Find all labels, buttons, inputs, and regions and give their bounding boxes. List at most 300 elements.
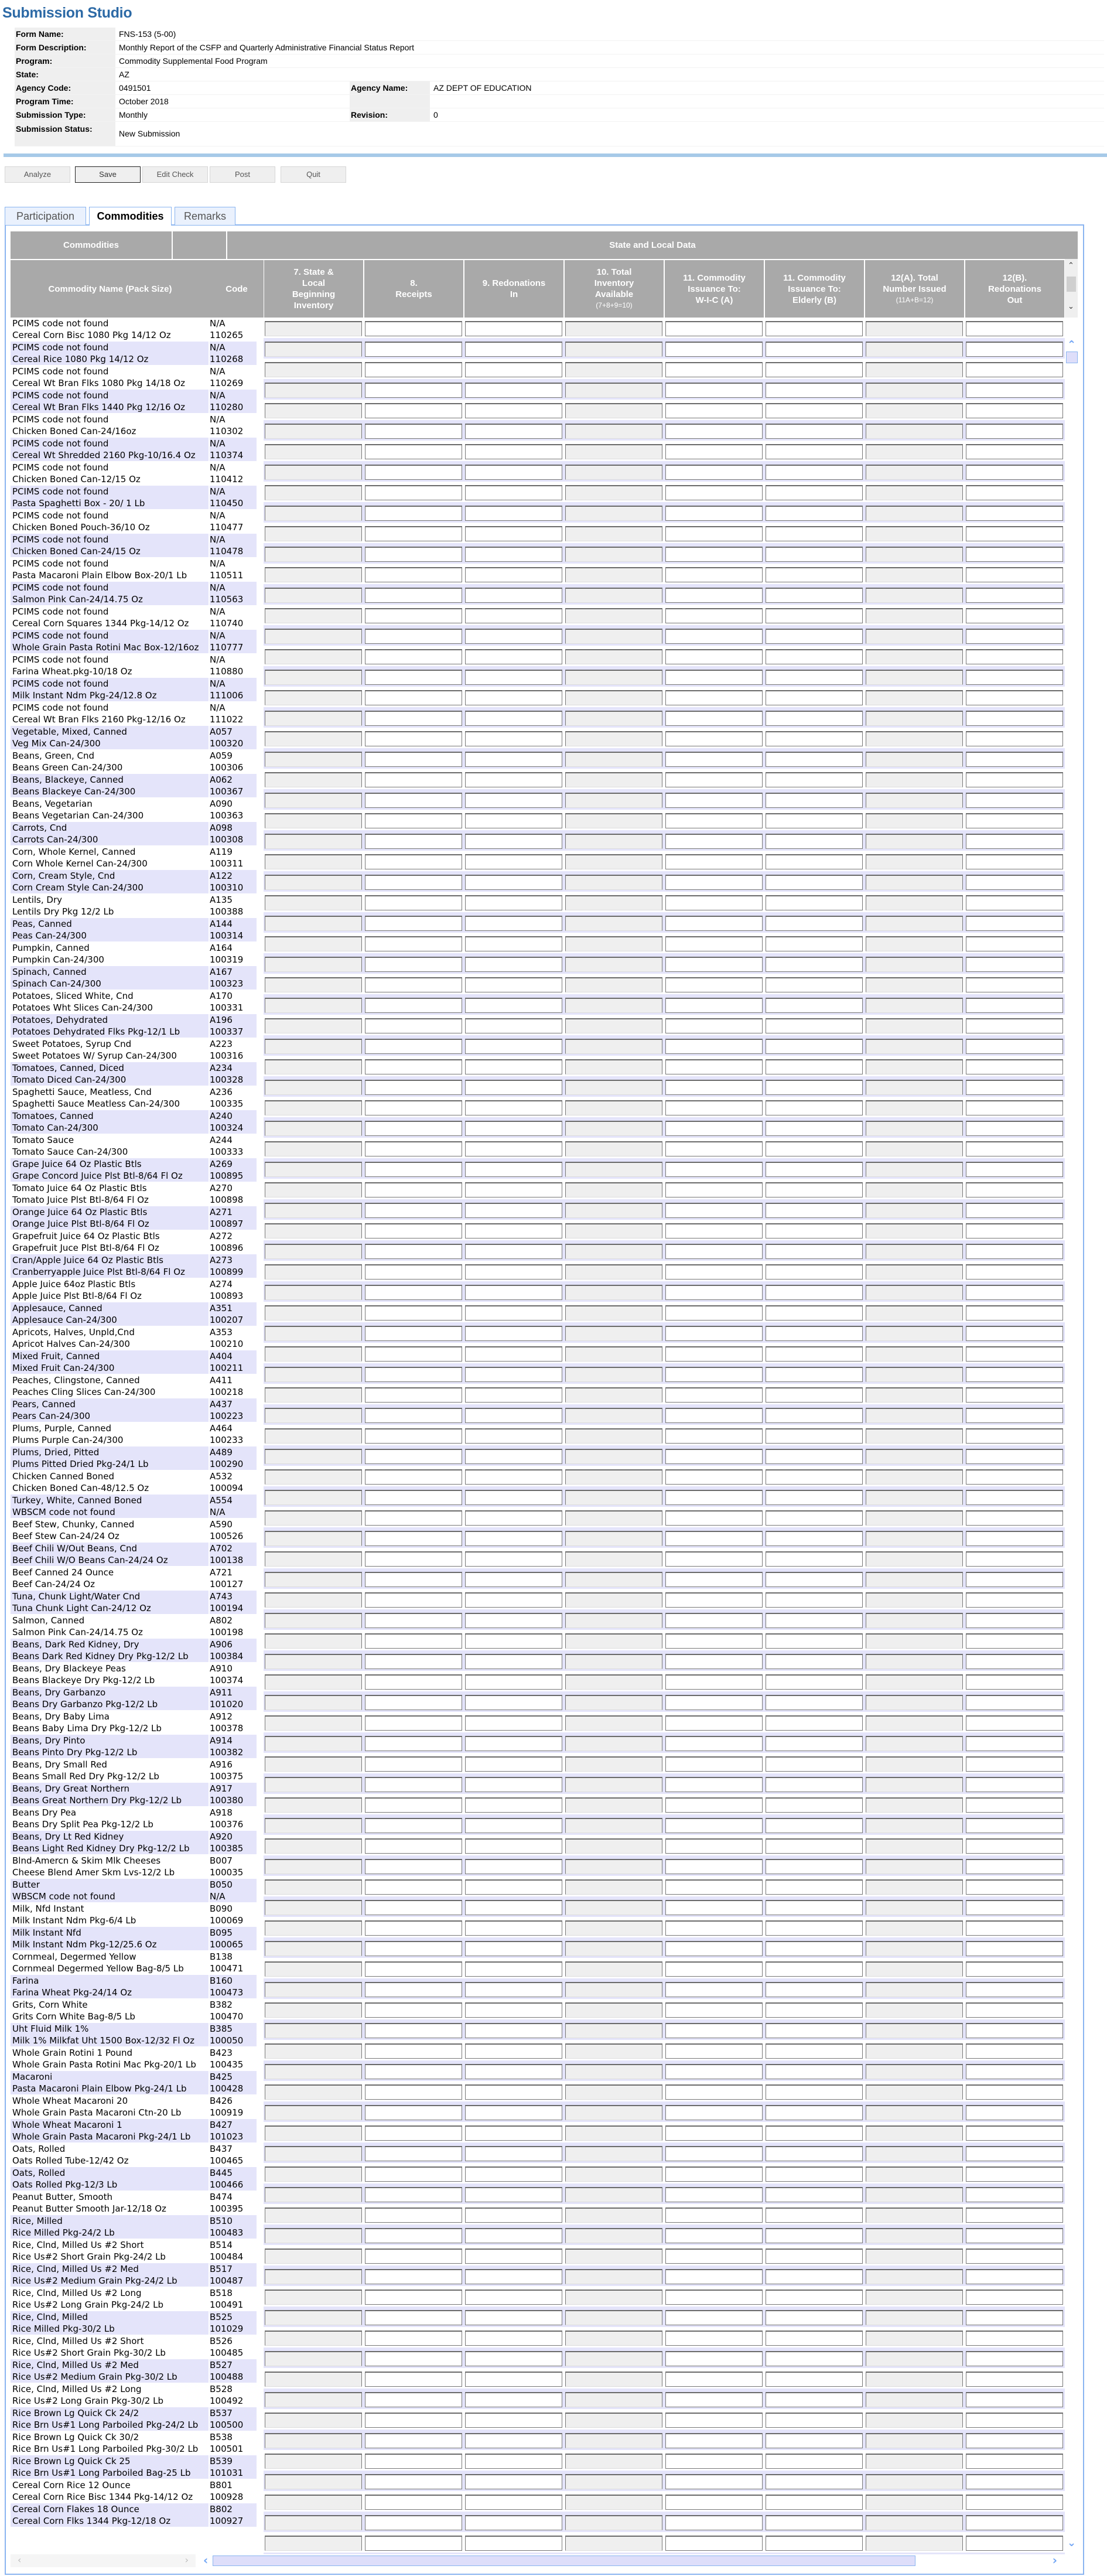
receipts-input[interactable]: [365, 1551, 462, 1567]
redonations-out-input[interactable]: [966, 957, 1063, 972]
receipts-input[interactable]: [365, 1039, 462, 1054]
receipts-input[interactable]: [365, 752, 462, 767]
issuance-elderly-input[interactable]: [766, 1592, 863, 1608]
issuance-elderly-input[interactable]: [766, 813, 863, 828]
issuance-wic-input[interactable]: [665, 2351, 763, 2366]
redonations-in-input[interactable]: [465, 854, 562, 869]
redonations-out-input[interactable]: [966, 1756, 1063, 1772]
issuance-wic-input[interactable]: [665, 1018, 763, 1033]
redonations-out-input[interactable]: [966, 403, 1063, 418]
issuance-elderly-input[interactable]: [766, 1633, 863, 1649]
issuance-wic-input[interactable]: [665, 1654, 763, 1669]
issuance-wic-input[interactable]: [665, 2454, 763, 2469]
redonations-in-input[interactable]: [465, 1121, 562, 1136]
issuance-wic-input[interactable]: [665, 1859, 763, 1874]
receipts-input[interactable]: [365, 1695, 462, 1710]
redonations-out-input[interactable]: [966, 506, 1063, 521]
tab-remarks[interactable]: Remarks: [175, 207, 235, 225]
redonations-in-input[interactable]: [465, 1756, 562, 1772]
issuance-elderly-input[interactable]: [766, 2351, 863, 2366]
redonations-in-input[interactable]: [465, 998, 562, 1013]
issuance-elderly-input[interactable]: [766, 588, 863, 603]
redonations-out-input[interactable]: [966, 342, 1063, 357]
issuance-elderly-input[interactable]: [766, 1715, 863, 1731]
redonations-out-input[interactable]: [966, 2515, 1063, 2530]
grid-hscroll-thumb[interactable]: [213, 2555, 915, 2566]
scroll-up-icon[interactable]: ⌃: [1068, 261, 1074, 270]
redonations-in-input[interactable]: [465, 1428, 562, 1444]
grid-scroll-left-icon[interactable]: ‹: [203, 2553, 209, 2567]
redonations-out-input[interactable]: [966, 1736, 1063, 1751]
redonations-in-input[interactable]: [465, 2187, 562, 2202]
redonations-out-input[interactable]: [966, 2351, 1063, 2366]
receipts-input[interactable]: [365, 1121, 462, 1136]
receipts-input[interactable]: [365, 1080, 462, 1095]
receipts-input[interactable]: [365, 1531, 462, 1546]
redonations-out-input[interactable]: [966, 690, 1063, 705]
redonations-in-input[interactable]: [465, 1592, 562, 1608]
tab-participation[interactable]: Participation: [5, 207, 86, 225]
issuance-elderly-input[interactable]: [766, 1203, 863, 1218]
redonations-in-input[interactable]: [465, 793, 562, 808]
issuance-elderly-input[interactable]: [766, 1777, 863, 1792]
redonations-in-input[interactable]: [465, 1018, 562, 1033]
receipts-input[interactable]: [365, 895, 462, 910]
redonations-out-input[interactable]: [966, 2207, 1063, 2223]
redonations-out-input[interactable]: [966, 444, 1063, 459]
redonations-out-input[interactable]: [966, 1941, 1063, 1956]
redonations-in-input[interactable]: [465, 895, 562, 910]
issuance-elderly-input[interactable]: [766, 2187, 863, 2202]
issuance-elderly-input[interactable]: [766, 1182, 863, 1197]
redonations-out-input[interactable]: [966, 2310, 1063, 2325]
issuance-wic-input[interactable]: [665, 711, 763, 726]
redonations-out-input[interactable]: [966, 383, 1063, 398]
receipts-input[interactable]: [365, 1736, 462, 1751]
issuance-wic-input[interactable]: [665, 1715, 763, 1731]
issuance-elderly-input[interactable]: [766, 772, 863, 787]
issuance-wic-input[interactable]: [665, 2536, 763, 2551]
issuance-wic-input[interactable]: [665, 854, 763, 869]
redonations-in-input[interactable]: [465, 1285, 562, 1300]
redonations-out-input[interactable]: [966, 649, 1063, 664]
receipts-input[interactable]: [365, 588, 462, 603]
receipts-input[interactable]: [365, 1469, 462, 1485]
issuance-wic-input[interactable]: [665, 1305, 763, 1321]
receipts-input[interactable]: [365, 465, 462, 480]
issuance-wic-input[interactable]: [665, 2084, 763, 2100]
redonations-in-input[interactable]: [465, 2454, 562, 2469]
receipts-input[interactable]: [365, 2290, 462, 2305]
issuance-wic-input[interactable]: [665, 2043, 763, 2059]
issuance-elderly-input[interactable]: [766, 1223, 863, 1238]
redonations-in-input[interactable]: [465, 1572, 562, 1587]
issuance-wic-input[interactable]: [665, 1736, 763, 1751]
issuance-elderly-input[interactable]: [766, 2433, 863, 2448]
redonations-out-input[interactable]: [966, 1305, 1063, 1321]
receipts-input[interactable]: [365, 875, 462, 890]
redonations-in-input[interactable]: [465, 1838, 562, 1854]
redonations-out-input[interactable]: [966, 1223, 1063, 1238]
issuance-wic-input[interactable]: [665, 2290, 763, 2305]
issuance-elderly-input[interactable]: [766, 834, 863, 849]
issuance-elderly-input[interactable]: [766, 321, 863, 336]
issuance-elderly-input[interactable]: [766, 1613, 863, 1628]
receipts-input[interactable]: [365, 1920, 462, 1936]
issuance-elderly-input[interactable]: [766, 2310, 863, 2325]
issuance-elderly-input[interactable]: [766, 506, 863, 521]
issuance-wic-input[interactable]: [665, 2249, 763, 2264]
redonations-in-input[interactable]: [465, 2105, 562, 2120]
issuance-elderly-input[interactable]: [766, 998, 863, 1013]
issuance-elderly-input[interactable]: [766, 2413, 863, 2428]
issuance-wic-input[interactable]: [665, 1367, 763, 1382]
receipts-input[interactable]: [365, 362, 462, 377]
issuance-wic-input[interactable]: [665, 526, 763, 541]
receipts-input[interactable]: [365, 649, 462, 664]
issuance-elderly-input[interactable]: [766, 526, 863, 541]
redonations-out-input[interactable]: [966, 547, 1063, 562]
issuance-elderly-input[interactable]: [766, 1838, 863, 1854]
issuance-elderly-input[interactable]: [766, 1654, 863, 1669]
redonations-in-input[interactable]: [465, 1818, 562, 1833]
redonations-in-input[interactable]: [465, 1305, 562, 1321]
issuance-elderly-input[interactable]: [766, 1961, 863, 1977]
issuance-elderly-input[interactable]: [766, 1756, 863, 1772]
receipts-input[interactable]: [365, 629, 462, 644]
receipts-input[interactable]: [365, 1941, 462, 1956]
redonations-out-input[interactable]: [966, 1346, 1063, 1362]
receipts-input[interactable]: [365, 383, 462, 398]
scroll-left-icon[interactable]: ‹: [18, 2554, 22, 2565]
issuance-elderly-input[interactable]: [766, 2146, 863, 2161]
issuance-elderly-input[interactable]: [766, 485, 863, 500]
redonations-out-input[interactable]: [966, 1879, 1063, 1895]
issuance-wic-input[interactable]: [665, 670, 763, 685]
issuance-wic-input[interactable]: [665, 2331, 763, 2346]
issuance-wic-input[interactable]: [665, 1695, 763, 1710]
receipts-input[interactable]: [365, 2105, 462, 2120]
receipts-input[interactable]: [365, 1059, 462, 1074]
redonations-out-input[interactable]: [966, 1387, 1063, 1403]
redonations-in-input[interactable]: [465, 2495, 562, 2510]
redonations-out-input[interactable]: [966, 1920, 1063, 1936]
issuance-elderly-input[interactable]: [766, 957, 863, 972]
redonations-out-input[interactable]: [966, 2474, 1063, 2489]
redonations-out-input[interactable]: [966, 1818, 1063, 1833]
issuance-elderly-input[interactable]: [766, 1367, 863, 1382]
issuance-wic-input[interactable]: [665, 1039, 763, 1054]
issuance-wic-input[interactable]: [665, 2166, 763, 2182]
redonations-out-input[interactable]: [966, 1285, 1063, 1300]
issuance-elderly-input[interactable]: [766, 424, 863, 439]
issuance-wic-input[interactable]: [665, 2310, 763, 2325]
issuance-elderly-input[interactable]: [766, 444, 863, 459]
issuance-elderly-input[interactable]: [766, 1039, 863, 1054]
redonations-out-input[interactable]: [966, 1510, 1063, 1526]
issuance-elderly-input[interactable]: [766, 1941, 863, 1956]
redonations-out-input[interactable]: [966, 2166, 1063, 2182]
issuance-wic-input[interactable]: [665, 2392, 763, 2407]
redonations-out-input[interactable]: [966, 1100, 1063, 1115]
redonations-out-input[interactable]: [966, 1961, 1063, 1977]
redonations-in-input[interactable]: [465, 1613, 562, 1628]
receipts-input[interactable]: [365, 424, 462, 439]
redonations-out-input[interactable]: [966, 567, 1063, 582]
receipts-input[interactable]: [365, 2495, 462, 2510]
redonations-out-input[interactable]: [966, 2413, 1063, 2428]
redonations-in-input[interactable]: [465, 342, 562, 357]
redonations-in-input[interactable]: [465, 1510, 562, 1526]
issuance-wic-input[interactable]: [665, 1346, 763, 1362]
redonations-in-input[interactable]: [465, 1039, 562, 1054]
receipts-input[interactable]: [365, 1408, 462, 1423]
issuance-elderly-input[interactable]: [766, 1100, 863, 1115]
redonations-out-input[interactable]: [966, 1674, 1063, 1690]
redonations-in-input[interactable]: [465, 1633, 562, 1649]
issuance-elderly-input[interactable]: [766, 752, 863, 767]
redonations-in-input[interactable]: [465, 1859, 562, 1874]
issuance-wic-input[interactable]: [665, 588, 763, 603]
redonations-in-input[interactable]: [465, 1654, 562, 1669]
redonations-out-input[interactable]: [966, 813, 1063, 828]
issuance-elderly-input[interactable]: [766, 1449, 863, 1464]
scroll-thumb[interactable]: [1067, 277, 1076, 292]
redonations-in-input[interactable]: [465, 403, 562, 418]
receipts-input[interactable]: [365, 2474, 462, 2489]
issuance-elderly-input[interactable]: [766, 2372, 863, 2387]
redonations-in-input[interactable]: [465, 1223, 562, 1238]
receipts-input[interactable]: [365, 1100, 462, 1115]
receipts-input[interactable]: [365, 1367, 462, 1382]
issuance-wic-input[interactable]: [665, 1674, 763, 1690]
issuance-elderly-input[interactable]: [766, 1141, 863, 1156]
receipts-input[interactable]: [365, 608, 462, 623]
issuance-wic-input[interactable]: [665, 1408, 763, 1423]
redonations-out-input[interactable]: [966, 1264, 1063, 1280]
redonations-out-input[interactable]: [966, 526, 1063, 541]
redonations-out-input[interactable]: [966, 1244, 1063, 1259]
redonations-in-input[interactable]: [465, 1264, 562, 1280]
redonations-out-input[interactable]: [966, 2187, 1063, 2202]
redonations-in-input[interactable]: [465, 1080, 562, 1095]
receipts-input[interactable]: [365, 1654, 462, 1669]
redonations-out-input[interactable]: [966, 1203, 1063, 1218]
redonations-out-input[interactable]: [966, 1695, 1063, 1710]
redonations-out-input[interactable]: [966, 1777, 1063, 1792]
redonations-out-input[interactable]: [966, 1469, 1063, 1485]
receipts-input[interactable]: [365, 1244, 462, 1259]
redonations-in-input[interactable]: [465, 1100, 562, 1115]
redonations-out-input[interactable]: [966, 895, 1063, 910]
redonations-in-input[interactable]: [465, 1244, 562, 1259]
redonations-in-input[interactable]: [465, 444, 562, 459]
issuance-wic-input[interactable]: [665, 977, 763, 992]
redonations-in-input[interactable]: [465, 1408, 562, 1423]
issuance-elderly-input[interactable]: [766, 1305, 863, 1321]
redonations-out-input[interactable]: [966, 321, 1063, 336]
issuance-wic-input[interactable]: [665, 1551, 763, 1567]
redonations-in-input[interactable]: [465, 2064, 562, 2079]
redonations-out-input[interactable]: [966, 1039, 1063, 1054]
issuance-wic-input[interactable]: [665, 1510, 763, 1526]
redonations-out-input[interactable]: [966, 1531, 1063, 1546]
receipts-input[interactable]: [365, 936, 462, 951]
receipts-input[interactable]: [365, 1490, 462, 1505]
issuance-wic-input[interactable]: [665, 1449, 763, 1464]
redonations-in-input[interactable]: [465, 875, 562, 890]
redonations-out-input[interactable]: [966, 1018, 1063, 1033]
issuance-wic-input[interactable]: [665, 2105, 763, 2120]
issuance-elderly-input[interactable]: [766, 2454, 863, 2469]
redonations-out-input[interactable]: [966, 2023, 1063, 2038]
redonations-in-input[interactable]: [465, 1326, 562, 1341]
issuance-elderly-input[interactable]: [766, 1264, 863, 1280]
redonations-out-input[interactable]: [966, 1449, 1063, 1464]
issuance-wic-input[interactable]: [665, 1572, 763, 1587]
receipts-input[interactable]: [365, 957, 462, 972]
receipts-input[interactable]: [365, 1264, 462, 1280]
receipts-input[interactable]: [365, 2146, 462, 2161]
issuance-elderly-input[interactable]: [766, 1428, 863, 1444]
issuance-wic-input[interactable]: [665, 1818, 763, 1833]
receipts-input[interactable]: [365, 854, 462, 869]
receipts-input[interactable]: [365, 1982, 462, 1997]
analyze-button[interactable]: Analyze: [5, 166, 70, 183]
issuance-elderly-input[interactable]: [766, 1387, 863, 1403]
receipts-input[interactable]: [365, 1141, 462, 1156]
receipts-input[interactable]: [365, 1018, 462, 1033]
receipts-input[interactable]: [365, 1203, 462, 1218]
issuance-elderly-input[interactable]: [766, 2249, 863, 2264]
post-button[interactable]: Post: [210, 166, 275, 183]
redonations-in-input[interactable]: [465, 1879, 562, 1895]
issuance-elderly-input[interactable]: [766, 1695, 863, 1710]
redonations-out-input[interactable]: [966, 2105, 1063, 2120]
issuance-wic-input[interactable]: [665, 2413, 763, 2428]
issuance-elderly-input[interactable]: [766, 1818, 863, 1833]
save-button[interactable]: Save: [75, 166, 141, 183]
issuance-wic-input[interactable]: [665, 1080, 763, 1095]
redonations-in-input[interactable]: [465, 2146, 562, 2161]
receipts-input[interactable]: [365, 444, 462, 459]
redonations-out-input[interactable]: [966, 670, 1063, 685]
receipts-input[interactable]: [365, 977, 462, 992]
redonations-in-input[interactable]: [465, 690, 562, 705]
issuance-wic-input[interactable]: [665, 362, 763, 377]
redonations-out-input[interactable]: [966, 2433, 1063, 2448]
redonations-in-input[interactable]: [465, 649, 562, 664]
redonations-in-input[interactable]: [465, 2043, 562, 2059]
issuance-wic-input[interactable]: [665, 1982, 763, 1997]
issuance-elderly-input[interactable]: [766, 1408, 863, 1423]
issuance-wic-input[interactable]: [665, 1162, 763, 1177]
redonations-in-input[interactable]: [465, 2413, 562, 2428]
redonations-out-input[interactable]: [966, 1592, 1063, 1608]
issuance-wic-input[interactable]: [665, 1961, 763, 1977]
receipts-input[interactable]: [365, 1346, 462, 1362]
redonations-in-input[interactable]: [465, 1387, 562, 1403]
issuance-elderly-input[interactable]: [766, 1469, 863, 1485]
issuance-elderly-input[interactable]: [766, 1059, 863, 1074]
redonations-out-input[interactable]: [966, 1551, 1063, 1567]
receipts-input[interactable]: [365, 1285, 462, 1300]
receipts-input[interactable]: [365, 2064, 462, 2079]
redonations-in-input[interactable]: [465, 916, 562, 931]
tab-commodities[interactable]: Commodities: [89, 207, 172, 226]
issuance-wic-input[interactable]: [665, 608, 763, 623]
issuance-wic-input[interactable]: [665, 2125, 763, 2141]
redonations-in-input[interactable]: [465, 957, 562, 972]
redonations-out-input[interactable]: [966, 1141, 1063, 1156]
issuance-wic-input[interactable]: [665, 649, 763, 664]
redonations-out-input[interactable]: [966, 834, 1063, 849]
redonations-in-input[interactable]: [465, 1141, 562, 1156]
issuance-wic-input[interactable]: [665, 465, 763, 480]
issuance-elderly-input[interactable]: [766, 608, 863, 623]
issuance-wic-input[interactable]: [665, 2474, 763, 2489]
receipts-input[interactable]: [365, 2310, 462, 2325]
issuance-wic-input[interactable]: [665, 1756, 763, 1772]
redonations-in-input[interactable]: [465, 465, 562, 480]
issuance-wic-input[interactable]: [665, 936, 763, 951]
issuance-wic-input[interactable]: [665, 2372, 763, 2387]
issuance-elderly-input[interactable]: [766, 977, 863, 992]
issuance-wic-input[interactable]: [665, 1203, 763, 1218]
issuance-elderly-input[interactable]: [766, 2084, 863, 2100]
issuance-wic-input[interactable]: [665, 2187, 763, 2202]
redonations-in-input[interactable]: [465, 2269, 562, 2284]
issuance-elderly-input[interactable]: [766, 1736, 863, 1751]
issuance-elderly-input[interactable]: [766, 2228, 863, 2243]
receipts-input[interactable]: [365, 567, 462, 582]
issuance-wic-input[interactable]: [665, 2064, 763, 2079]
issuance-elderly-input[interactable]: [766, 383, 863, 398]
redonations-in-input[interactable]: [465, 1695, 562, 1710]
issuance-wic-input[interactable]: [665, 2269, 763, 2284]
redonations-out-input[interactable]: [966, 2392, 1063, 2407]
receipts-input[interactable]: [365, 2536, 462, 2551]
redonations-out-input[interactable]: [966, 2064, 1063, 2079]
redonations-out-input[interactable]: [966, 2331, 1063, 2346]
receipts-input[interactable]: [365, 1572, 462, 1587]
issuance-elderly-input[interactable]: [766, 362, 863, 377]
receipts-input[interactable]: [365, 834, 462, 849]
issuance-wic-input[interactable]: [665, 567, 763, 582]
receipts-input[interactable]: [365, 2125, 462, 2141]
issuance-wic-input[interactable]: [665, 1326, 763, 1341]
receipts-input[interactable]: [365, 1961, 462, 1977]
redonations-out-input[interactable]: [966, 711, 1063, 726]
redonations-in-input[interactable]: [465, 2331, 562, 2346]
redonations-in-input[interactable]: [465, 2474, 562, 2489]
receipts-input[interactable]: [365, 2392, 462, 2407]
issuance-wic-input[interactable]: [665, 1285, 763, 1300]
issuance-elderly-input[interactable]: [766, 2064, 863, 2079]
redonations-out-input[interactable]: [966, 1613, 1063, 1628]
grid-scroll-up-icon[interactable]: ⌃: [1067, 339, 1077, 351]
receipts-input[interactable]: [365, 793, 462, 808]
redonations-in-input[interactable]: [465, 2372, 562, 2387]
redonations-in-input[interactable]: [465, 1162, 562, 1177]
issuance-elderly-input[interactable]: [766, 1572, 863, 1587]
receipts-input[interactable]: [365, 547, 462, 562]
redonations-out-input[interactable]: [966, 1859, 1063, 1874]
receipts-input[interactable]: [365, 1449, 462, 1464]
issuance-wic-input[interactable]: [665, 957, 763, 972]
issuance-elderly-input[interactable]: [766, 1674, 863, 1690]
redonations-out-input[interactable]: [966, 1490, 1063, 1505]
